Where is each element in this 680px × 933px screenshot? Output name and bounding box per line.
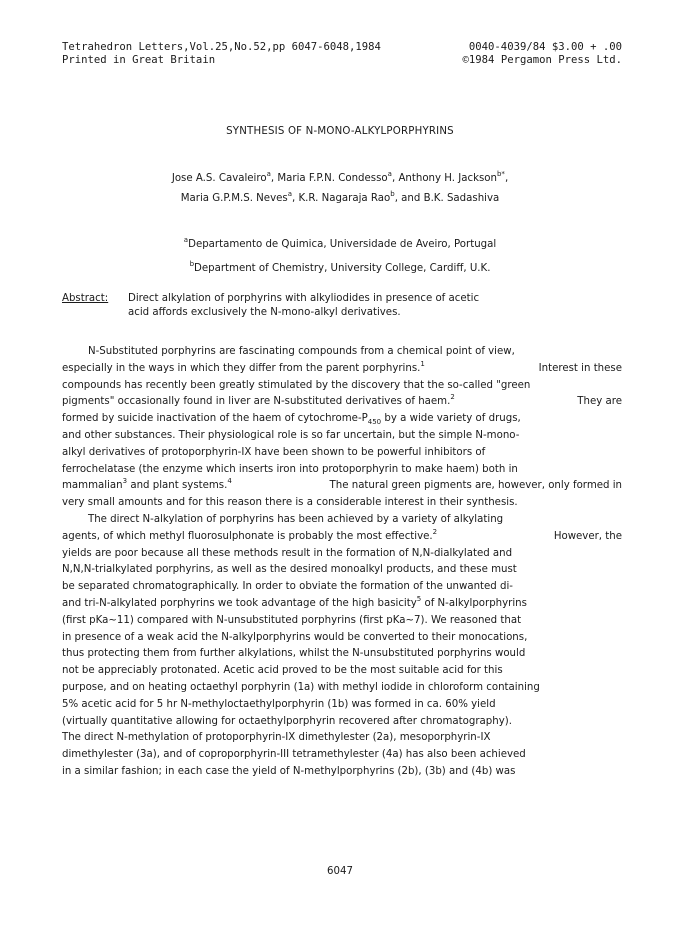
affiliations xyxy=(0,233,680,281)
header-row-1 xyxy=(62,41,622,54)
text-line xyxy=(62,764,622,781)
text-span: be separated chromatographically. In order to obviate the formation of the unwanted di- xyxy=(62,581,513,593)
author-affil-mark: a xyxy=(387,170,392,178)
text-span: dimethylester (3a), and of coproporphyrin-III tetramethylester (4a) has also been achieved xyxy=(62,749,526,761)
text-line xyxy=(62,562,622,579)
text-line xyxy=(62,630,622,647)
author-name: Maria G.P.M.S. Neves xyxy=(180,193,288,204)
author-affil-mark: b* xyxy=(496,170,505,178)
text-span: (virtually quantitative allowing for octaethylporphyrin recovered after chromatography). xyxy=(62,715,512,727)
text-line xyxy=(62,579,622,596)
text-span: However, the xyxy=(553,530,622,542)
text-line xyxy=(62,378,622,395)
text-line xyxy=(62,529,622,546)
affil-text: Department of Chemistry, University College, Cardiff, U.K. xyxy=(194,263,491,274)
text-line xyxy=(62,646,622,663)
text-span: purpose, and on heating octaethyl porphyrin (1a) with methyl iodide in chloroform containing xyxy=(62,681,540,693)
text-span: in presence of a weak acid the N-alkylporphyrins would be converted to their monocations, xyxy=(62,631,528,643)
affil-text: Departamento de Quimica, Universidade de Aveiro, Portugal xyxy=(188,239,497,250)
body-text xyxy=(62,344,622,781)
text-span: formed by suicide inactivation of the haem of cytochrome-$P_{450}$ by a wide variety of drugs, xyxy=(62,413,521,427)
abstract xyxy=(62,292,622,320)
author-line-2: Maria G.P.M.S. Neves$^a$, K.R. Nagaraja Rao$^b$, and B.K. Sadashiva xyxy=(180,190,500,204)
text-span: The direct N-alkylation of porphyrins has been achieved by a variety of alkylating xyxy=(88,513,504,525)
author-name: Jose A.S. Cavaleiro xyxy=(171,173,267,184)
text-span: alkyl derivatives of protoporphyrin-IX have been shown to be powerful inhibitors of xyxy=(62,446,486,458)
text-span: mammalian$^3$ and plant systems.$^4$ xyxy=(62,477,232,492)
text-line xyxy=(62,697,622,714)
abstract-line-1 xyxy=(62,292,622,306)
ref-mark: 5 xyxy=(416,594,422,603)
page-number: 6047 xyxy=(327,866,353,877)
author-name: K.R. Nagaraja Rao xyxy=(298,193,391,204)
journal-header xyxy=(62,41,622,67)
text-span: thus protecting them from further alkylations, whilst the N-unsubstituted porphyrins would xyxy=(62,648,526,660)
text-span: agents, of which methyl fluorosulphonate is probably the most effective.$^2$ xyxy=(62,527,438,542)
text-span: especially in the ways in which they differ from the parent porphyrins.$^1$ xyxy=(62,359,425,374)
text-line xyxy=(62,546,622,563)
text-span: and tri-N-alkylated porphyrins we took advantage of the high basicity$^5$ of N-alkylporphyrins xyxy=(62,594,527,609)
text-span: and other substances. Their physiological role is so far uncertain, but the simple N-mono- xyxy=(62,429,520,441)
author-name: Anthony H. Jackson xyxy=(398,173,497,184)
text-span: N,N,N-trialkylated porphyrins, as well as the desired monoalkyl products, and these must xyxy=(62,564,517,576)
text-line xyxy=(62,478,622,495)
text-span: The direct N-methylation of protoporphyrin-IX dimethylester (2a), mesoporphyrin-IX xyxy=(62,732,491,744)
issn-price: 0040-4039/84 $3.00 + .00 xyxy=(468,41,622,53)
ref-mark: 2 xyxy=(432,527,438,536)
text-line xyxy=(62,730,622,747)
author-list xyxy=(0,169,680,209)
article-title: SYNTHESIS OF N-MONO-ALKYLPORPHYRINS xyxy=(226,126,454,137)
abstract-line-2: acid affords exclusively the N-mono-alkyl derivatives. xyxy=(128,307,401,318)
text-span: in a similar fashion; in each case the yield of N-methylporphyrins (2b), (3b) and (4b) was xyxy=(62,765,516,777)
text-span: 5% acetic acid for 5 hr N-methyloctaethylporphyrin (1b) was formed in ca. 60% yield xyxy=(62,698,496,710)
affiliation-a xyxy=(0,233,680,257)
abstract-label: Abstract: xyxy=(62,293,109,304)
author-line-1: Jose A.S. Cavaleiro$^a$, Maria F.P.N. Condesso$^a$, Anthony H. Jackson$^{b*}$, xyxy=(171,170,509,184)
subscript: 450 xyxy=(367,418,382,427)
text-span: The natural green pigments are, however, only formed in xyxy=(329,480,622,492)
text-span: They are xyxy=(577,396,622,408)
author-affil-mark: b xyxy=(390,190,395,198)
affil-mark: b xyxy=(189,260,195,268)
text-span: N-Substituted porphyrins are fascinating compounds from a chemical point of view, xyxy=(88,346,515,357)
text-line xyxy=(62,663,622,680)
printed-in: Printed in Great Britain xyxy=(62,54,216,66)
ref-mark: 1 xyxy=(420,359,425,368)
text-line xyxy=(62,428,622,445)
text-span: Interest in these xyxy=(538,362,622,374)
author-name: and B.K. Sadashiva xyxy=(401,193,500,204)
text-line xyxy=(62,411,622,428)
text-span: yields are poor because all these methods result in the formation of N,N-dialkylated and xyxy=(62,547,513,559)
author-affil-mark: a xyxy=(266,170,271,178)
text-line xyxy=(62,445,622,462)
affiliation-b xyxy=(0,257,680,281)
text-span: pigments" occasionally found in liver are N-substituted derivatives of haem.$^2$ xyxy=(62,393,455,408)
header-row-2 xyxy=(62,54,622,67)
text-span: not be appreciably protonated. Acetic acid proved to be the most suitable acid for this xyxy=(62,665,503,677)
text-line xyxy=(62,714,622,731)
author-name: Maria F.P.N. Condesso xyxy=(277,173,388,184)
citation-line: Tetrahedron Letters,Vol.25,No.52,pp 6047-6048,1984 xyxy=(62,41,381,53)
ref-mark: 4 xyxy=(227,477,232,486)
text-line xyxy=(62,680,622,697)
text-line xyxy=(62,613,622,630)
text-span: very small amounts and for this reason there is a considerable interest in their synthesis. xyxy=(62,497,518,509)
text-line xyxy=(62,394,622,411)
ref-mark: 2 xyxy=(450,393,455,402)
text-span: (first pKa~11) compared with N-unsubstituted porphyrins (first pKa~7). We reasoned that xyxy=(62,614,522,626)
text-span: ferrochelatase (the enzyme which inserts iron into protoporphyrin to make haem) both in xyxy=(62,463,518,475)
copyright: ©1984 Pergamon Press Ltd. xyxy=(462,54,622,66)
affil-mark: a xyxy=(183,236,189,244)
text-line xyxy=(62,596,622,613)
ref-mark: 3 xyxy=(122,477,128,486)
author-affil-mark: a xyxy=(287,190,292,198)
text-line xyxy=(62,512,622,529)
abstract-text: Direct alkylation of porphyrins with alkyliodides in presence of acetic xyxy=(128,293,480,304)
text-line xyxy=(62,344,622,361)
text-line xyxy=(62,361,622,378)
text-line xyxy=(62,747,622,764)
text-span: compounds has recently been greatly stimulated by the discovery that the so-called "green xyxy=(62,379,531,391)
text-line xyxy=(62,495,622,512)
text-line xyxy=(62,462,622,479)
